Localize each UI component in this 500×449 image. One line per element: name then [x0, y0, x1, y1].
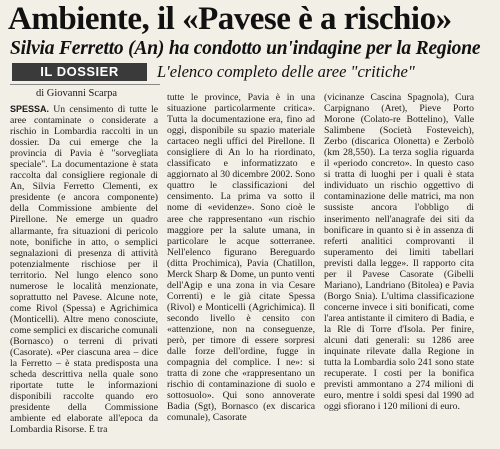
- kicker-row: [12, 62, 496, 82]
- divider: [10, 84, 160, 85]
- article-column-3: [324, 92, 474, 447]
- article-column-1: [10, 104, 158, 449]
- section-label: IL DOSSIER: [12, 63, 147, 81]
- article-column-2: [167, 92, 315, 447]
- column-1-text: Un censimento di tutte le aree contaminate o considerate a rischio in Lombardia raccolti in un dossier. Da cui emerge che la provincia di Pavia è "sorvegliata speciale". La documentazione è stata raccolta dal consigliere regionale di An, Silvia Ferretto Clementi, ex presidente (e ancora componente) della Commissione ambiente del Pirellone. Ne emerge un quadro allarmante, fra situazioni di pericolo note, bonifiche in atto, o semplici segnalazioni di presenza di attività potenzialmente rischiose per il territorio. Nel lungo elenco sono numerose le località menzionate, soprattutto nel Pavese. Alcune note, come Rivol (Spessa) e Agrichimica (Monticelli). Altre meno conosciute, come semplici ex discariche comunali (Bornasco) o terreni di privati (Casorate). «Per ciascuna area – dice la Ferretto – è stata predisposta una scheda descrittiva nella quale sono riportate tutte le informazioni disponibili raccolte quando ero presidente della Commissione ambiente ed elaborate all'epoca da Lombardia Risorse. E tra: [10, 104, 158, 436]
- subheadline: Silvia Ferretto (An) ha condotto un'indagine per la Regione: [10, 38, 481, 59]
- kicker: L'elenco completo delle aree "critiche": [157, 62, 415, 81]
- headline: Ambiente, il «Pavese è a rischio»: [8, 1, 452, 37]
- lead-word: SPESSA.: [10, 104, 50, 114]
- byline: di Giovanni Scarpa: [36, 88, 118, 99]
- column-2-text: tutte le province, Pavia è in una situazione particolarmente critica». Tutta la documentazione era, fino ad oggi, disponibile su spazio materiale cartaceo negli uffici del Pirellone. Il consigliere di An lo ha riordinato, classificato e informatizzato e aggiornato al 30 dicembre 2002. Sono quattro le classificazioni del censimento. La prima va sotto il nome di «evidenze». Sono cioè le aree che rappresentano «un rischio maggiore per la salute umana, in particolare le acque sotterranee. Nell'elenco figurano Bereguardo (ditta Prochimica), Pavia (Chatillon, Merck Sharp & Dome, un punto venti dell'Agip e una zona in via Cesare Correnti) e le già citate Spessa (Rivol) e Monticelli (Agrichimica). Il secondo livello è censito con «attenzione, non na conseguenze, però, per timore di essere sorpresi dalle forze dell'ordine, fugge in compagnia del complice. I ne»: si tratta di zone che «rappresentano un rischio di contaminazione di suolo e sottosuolo». Qui sono annoverate Badia (Sgt), Bornasco (ex discarica comunale), Casorate: [167, 92, 315, 424]
- column-3-text: (vicinanze Cascina Spagnola), Cura Carpignano (Aret), Pieve Porto Morone (Colato-re Bottelino), Valle Salimbene (Società Fosteveich), Zerbo (discarica Olonetta) e Zerbolò (km 28,550). La terza soglia riguarda il «periodo concreto». In questo caso si tratta di luoghi per i quali è stata individuato un rischio oggettivo di contaminazione delle matrici, ma non sussiste ancora l'obbligo di inserimento nell'anagrafe dei siti da bonificare in quanto si è in assenza di referti analitici comprovanti il superamento dei limiti tabellari previsti dalla legge». Il rapporto cita per il Pavese Casorate (Gibelli Mariano), Landriano (Bitolea) e Pavia (Borgo Snia). L'ultima classificazione concerne invece i siti bonificati, come l'area antistante il cimitero di Badia, e la Rle di Torre d'Isola. Per finire, alcuni dati generali: su 1286 aree inquinate rilevate dalla Regione in tutta la Lombardia solo 241 sono state recuperate. I costi per la bonifica previsti ammontano a 274 milioni di euro, mentre i soldi spesi dal 1990 ad oggi sfiorano i 120 milioni di euro.: [324, 92, 474, 413]
